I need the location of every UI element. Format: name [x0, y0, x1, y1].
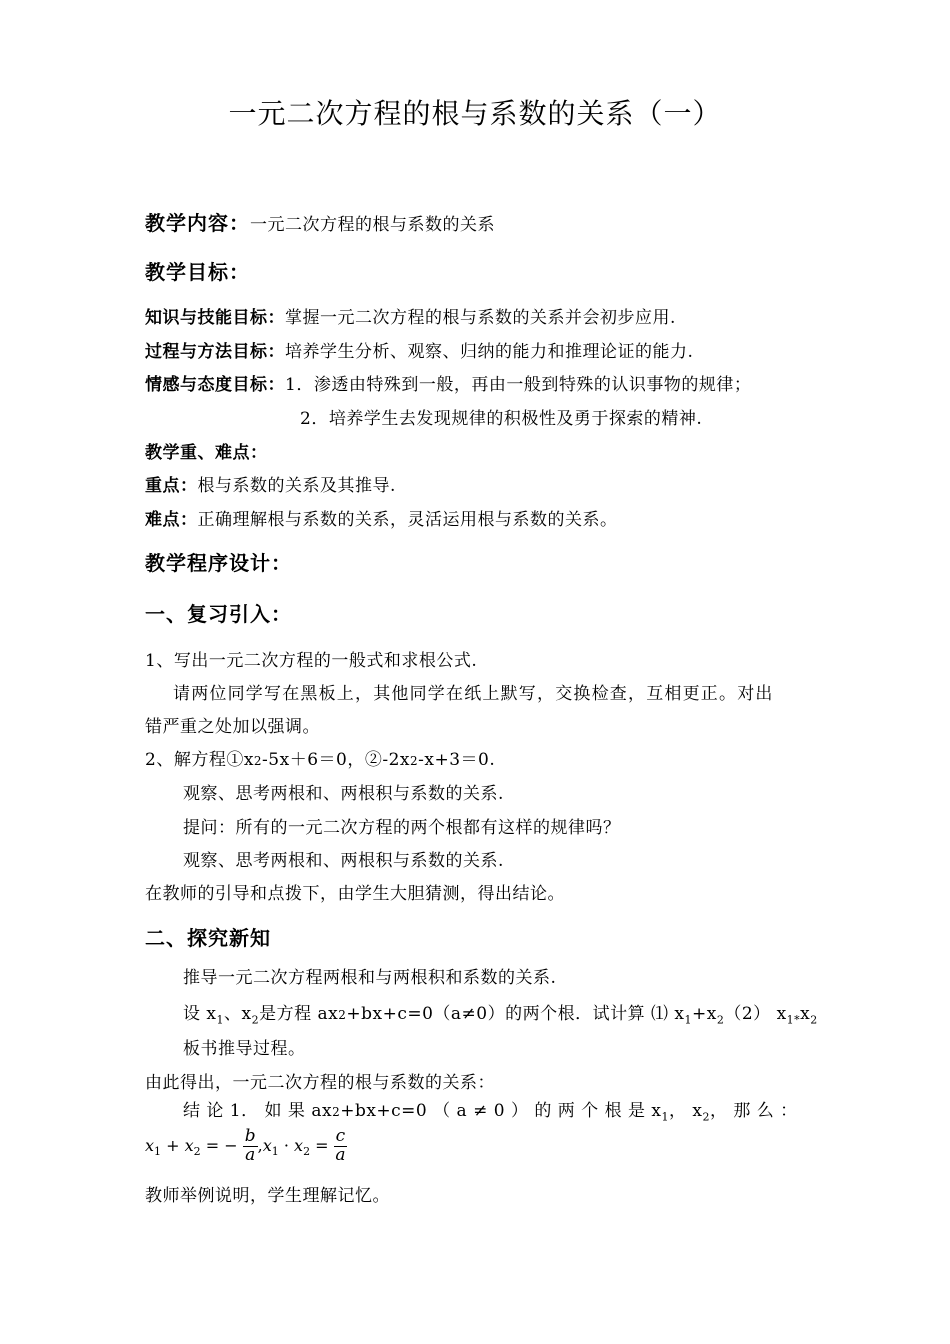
s2-set-f: （2） x [724, 1004, 787, 1024]
s2-sub: 2 [716, 1013, 725, 1027]
difficulty-point [145, 512, 618, 529]
s2-sub: 2 [251, 1013, 260, 1027]
formula-frac-b-a [243, 1128, 258, 1165]
goal-knowledge-text: 掌握一元二次方程的根与系数的关系并会初步应用. [285, 308, 676, 328]
section1-heading: 一、复习引入： [145, 602, 292, 626]
s1-question: 提问：所有的一元二次方程的两个根都有这样的规律吗？ [183, 818, 621, 838]
formula-x2b: x [294, 1135, 304, 1155]
goal-emotion-line1: 1．渗透由特殊到一般，再由一般到特殊的认识事物的规律； [285, 375, 752, 395]
s1-item2-exp1: 2 [253, 754, 263, 768]
frac-den-a: a [335, 1144, 346, 1165]
s2-star: * [794, 1013, 801, 1027]
s2-explain: 教师举例说明，学生理解记忆。 [145, 1186, 390, 1206]
design-heading: 教学程序设计： [145, 551, 292, 575]
goal-knowledge [145, 310, 676, 327]
goal-process-text: 培养学生分析、观察、归纳的能力和推理论证的能力. [285, 342, 694, 362]
content-label: 教学内容： [145, 211, 250, 235]
s2-concl-d: ， 那 么 ： [709, 1101, 798, 1121]
s2-derive: 推导一元二次方程两根和与两根积和系数的关系. [183, 968, 557, 988]
s2-set [183, 1006, 818, 1025]
key-text: 根与系数的关系及其推导. [197, 476, 396, 496]
s1-guide: 在教师的引导和点拨下，由学生大胆猜测，得出结论。 [145, 884, 565, 904]
s2-sub: 1 [684, 1013, 693, 1027]
vieta-formula [145, 1128, 347, 1165]
difficulty-label: 难点： [145, 510, 198, 530]
goals-heading: 教学目标： [145, 260, 250, 284]
s2-exp: 2 [338, 1008, 347, 1022]
formula-sub: 2 [193, 1145, 201, 1159]
s1-item1-note-line1: 请两位同学写在黑板上，其他同学在纸上默写，交换检查，互相更正。对出 [173, 684, 774, 704]
goal-process-label: 过程与方法目标： [145, 342, 285, 362]
frac-den-a: a [245, 1144, 256, 1165]
s2-sub: 2 [702, 1110, 710, 1124]
s1-item2-mid: -5x＋6＝0，②-2x [262, 750, 410, 770]
section2-heading: 二、探究新知 [145, 926, 271, 950]
goal-emotion-label: 情感与态度目标： [145, 375, 285, 395]
formula-sub: 1 [154, 1145, 162, 1159]
formula-x2: x [184, 1135, 194, 1155]
s2-concl-b: +bx+c=0 （ a ≠ 0 ） 的 两 个 根 是 x [340, 1101, 662, 1121]
formula-plus: + [166, 1135, 180, 1155]
goal-emotion [145, 377, 751, 394]
focus-heading: 教学重、难点： [145, 443, 268, 463]
s2-concl-exp: 2 [332, 1105, 341, 1119]
s2-sub: 1 [786, 1013, 795, 1027]
formula-x1b: x [262, 1135, 272, 1155]
s2-concl-c: ， x [668, 1101, 703, 1121]
s2-conclusion [183, 1103, 798, 1122]
formula-sub: 2 [303, 1145, 311, 1159]
formula-eq2: = [315, 1135, 329, 1155]
content-text: 一元二次方程的根与系数的关系 [250, 215, 495, 235]
key-point [145, 478, 396, 495]
frac-num-b: b [244, 1126, 256, 1146]
formula-comma: , [257, 1135, 263, 1155]
formula-dot: · [283, 1135, 289, 1155]
goal-emotion-line2: 2．培养学生去发现规律的积极性及勇于探索的精神. [300, 409, 703, 429]
content-line [145, 213, 495, 234]
s2-conclude-intro: 由此得出，一元二次方程的根与系数的关系： [145, 1073, 495, 1093]
s1-item2-end: -x+3＝0. [418, 750, 496, 770]
s1-item2-exp2: 2 [409, 754, 419, 768]
formula-eq1: = − [205, 1135, 238, 1155]
s1-item1-note-line2: 错严重之处加以强调。 [145, 717, 320, 737]
s2-sub: 1 [216, 1013, 224, 1027]
formula-frac-c-a [334, 1128, 348, 1165]
goal-knowledge-label: 知识与技能目标： [145, 308, 285, 328]
page-title: 一元二次方程的根与系数的关系（一） [228, 97, 722, 130]
s2-set-h: x [800, 1004, 811, 1024]
s1-observe1: 观察、思考两根和、两根积与系数的关系. [183, 784, 504, 804]
s2-set-d: +bx+c=0（a≠0）的两个根．试计算 ⑴ x [346, 1004, 685, 1024]
s1-item2-prefix: 2、解方程①x [145, 750, 254, 770]
s2-concl-a: 结 论 1． 如 果 ax [183, 1101, 333, 1121]
s2-set-e: +x [692, 1004, 717, 1024]
difficulty-text: 正确理解根与系数的关系，灵活运用根与系数的关系。 [197, 510, 618, 530]
key-label: 重点： [145, 476, 198, 496]
frac-num-c: c [335, 1126, 346, 1146]
s1-item2 [145, 752, 495, 769]
s2-set-c: 是方程 ax [259, 1004, 339, 1024]
s1-observe2: 观察、思考两根和、两根积与系数的关系. [183, 851, 504, 871]
formula-sub: 1 [271, 1145, 279, 1159]
goal-process [145, 344, 693, 361]
s2-sub: 1 [661, 1110, 669, 1124]
formula-x1: x [145, 1135, 155, 1155]
s2-set-b: 、x [224, 1004, 252, 1024]
s1-item1: 1、写出一元二次方程的一般式和求根公式. [145, 651, 478, 671]
s2-set-a: 设 x [183, 1004, 217, 1024]
s2-board: 板书推导过程。 [183, 1039, 306, 1059]
s2-sub: 2 [810, 1013, 818, 1027]
